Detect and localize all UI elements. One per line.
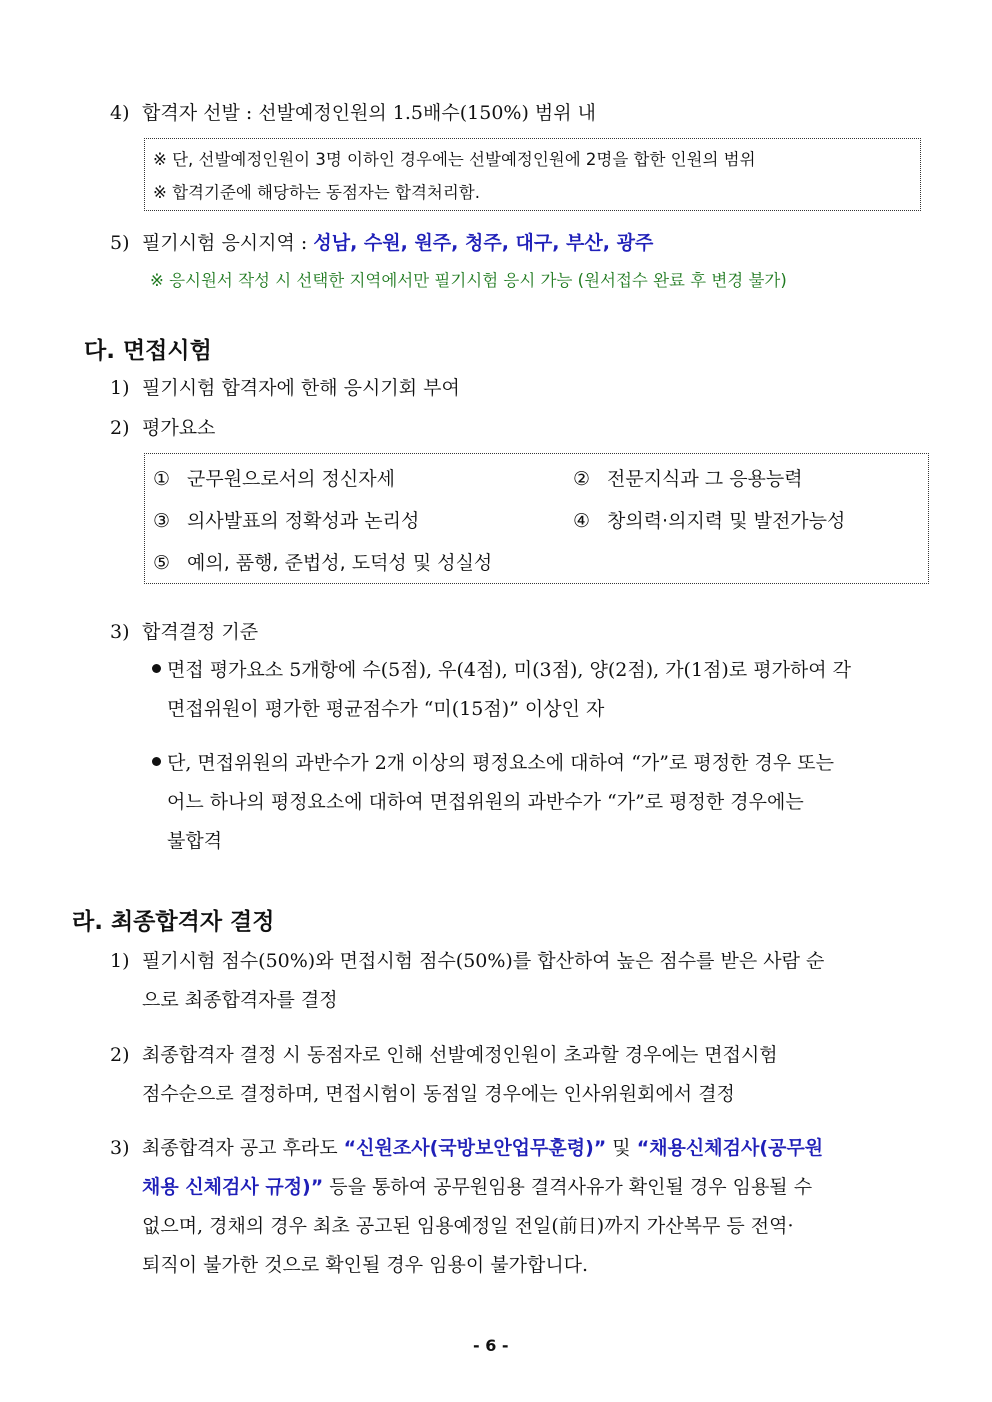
exam-regions: 성남, 수원, 원주, 청주, 대구, 부산, 광주 <box>313 232 654 254</box>
interview-item-1: 1) 필기시험 합격자에 한해 응시기회 부여 <box>110 377 460 399</box>
note-line: ※ 합격기준에 해당하는 동점자는 합격처리함. <box>153 183 480 202</box>
final-item-3-line3: 없으며, 경채의 경우 최초 공고된 임용예정일 전일(前日)까지 가산복무 등 전역· <box>142 1215 794 1237</box>
section-heading-final: 라. 최종합격자 결정 <box>72 909 275 935</box>
highlight-background-check: “신원조사(국방보안업무훈령)” <box>343 1137 607 1159</box>
evaluation-factors-box <box>144 453 929 584</box>
highlight-physical-exam-cont: 채용 신체검사 규정)” <box>142 1176 324 1198</box>
item-5: 5) 필기시험 응시지역 : 성남, 수원, 원주, 청주, 대구, 부산, 광주 <box>110 232 654 254</box>
factor-item: ① 군무원으로서의 정신자세 <box>153 468 395 490</box>
note-line: ※ 단, 선발예정인원이 3명 이하인 경우에는 선발예정인원에 2명을 합한 인원의 범위 <box>153 150 756 169</box>
final-item-1-cont: 으로 최종합격자를 결정 <box>142 989 338 1011</box>
final-item-2-cont: 점수순으로 결정하며, 면접시험이 동점일 경우에는 인사위원회에서 결정 <box>142 1083 735 1105</box>
criteria-line: 면접위원이 평가한 평균점수가 “미(15점)” 이상인 자 <box>167 698 605 720</box>
note-box <box>144 138 921 211</box>
final-item-2: 2) 최종합격자 결정 시 동점자로 인해 선발예정인원이 초과할 경우에는 면접시험 <box>110 1044 778 1066</box>
highlight-physical-exam: “채용신체검사(공무원 <box>636 1137 824 1159</box>
factor-item: ③ 의사발표의 정확성과 논리성 <box>153 510 420 532</box>
final-item-1: 1) 필기시험 점수(50%)와 면접시험 점수(50%)를 합산하여 높은 점수를 받은 사람 순 <box>110 950 825 972</box>
page-number: - 6 - <box>473 1336 509 1355</box>
region-note: ※ 응시원서 작성 시 선택한 지역에서만 필기시험 응시 가능 (원서접수 완료 후 변경 불가) <box>150 271 787 290</box>
criteria-line: 불합격 <box>167 830 223 852</box>
criteria-line: 어느 하나의 평정요소에 대하여 면접위원의 과반수가 “가”로 평정한 경우에는 <box>167 791 804 813</box>
interview-item-2: 2) 평가요소 <box>110 417 216 439</box>
criteria-line: 단, 면접위원의 과반수가 2개 이상의 평정요소에 대하여 “가”로 평정한 경우 또는 <box>167 752 834 774</box>
bullet-dot <box>152 757 161 766</box>
final-item-3-line4: 퇴직이 불가한 것으로 확인될 경우 임용이 불가합니다. <box>142 1254 589 1276</box>
final-item-3: 3) 최종합격자 공고 후라도 “신원조사(국방보안업무훈령)” 및 “채용신체검사(공무원 <box>110 1137 824 1159</box>
interview-item-3: 3) 합격결정 기준 <box>110 621 259 643</box>
criteria-line: 면접 평가요소 5개항에 수(5점), 우(4점), 미(3점), 양(2점), 가(1점)로 평가하여 각 <box>167 659 852 681</box>
factor-item: ② 전문지식과 그 응용능력 <box>573 468 803 490</box>
factor-item: ⑤ 예의, 품행, 준법성, 도덕성 및 성실성 <box>153 552 493 574</box>
item-4: 4) 합격자 선발 : 선발예정인원의 1.5배수(150%) 범위 내 <box>110 102 597 124</box>
bullet-dot <box>152 664 161 673</box>
factor-item: ④ 창의력·의지력 및 발전가능성 <box>573 510 846 532</box>
final-item-3-line2: 채용 신체검사 규정)” 등을 통하여 공무원임용 결격사유가 확인될 경우 임용될 수 <box>142 1176 813 1198</box>
section-heading-interview: 다. 면접시험 <box>84 338 212 364</box>
